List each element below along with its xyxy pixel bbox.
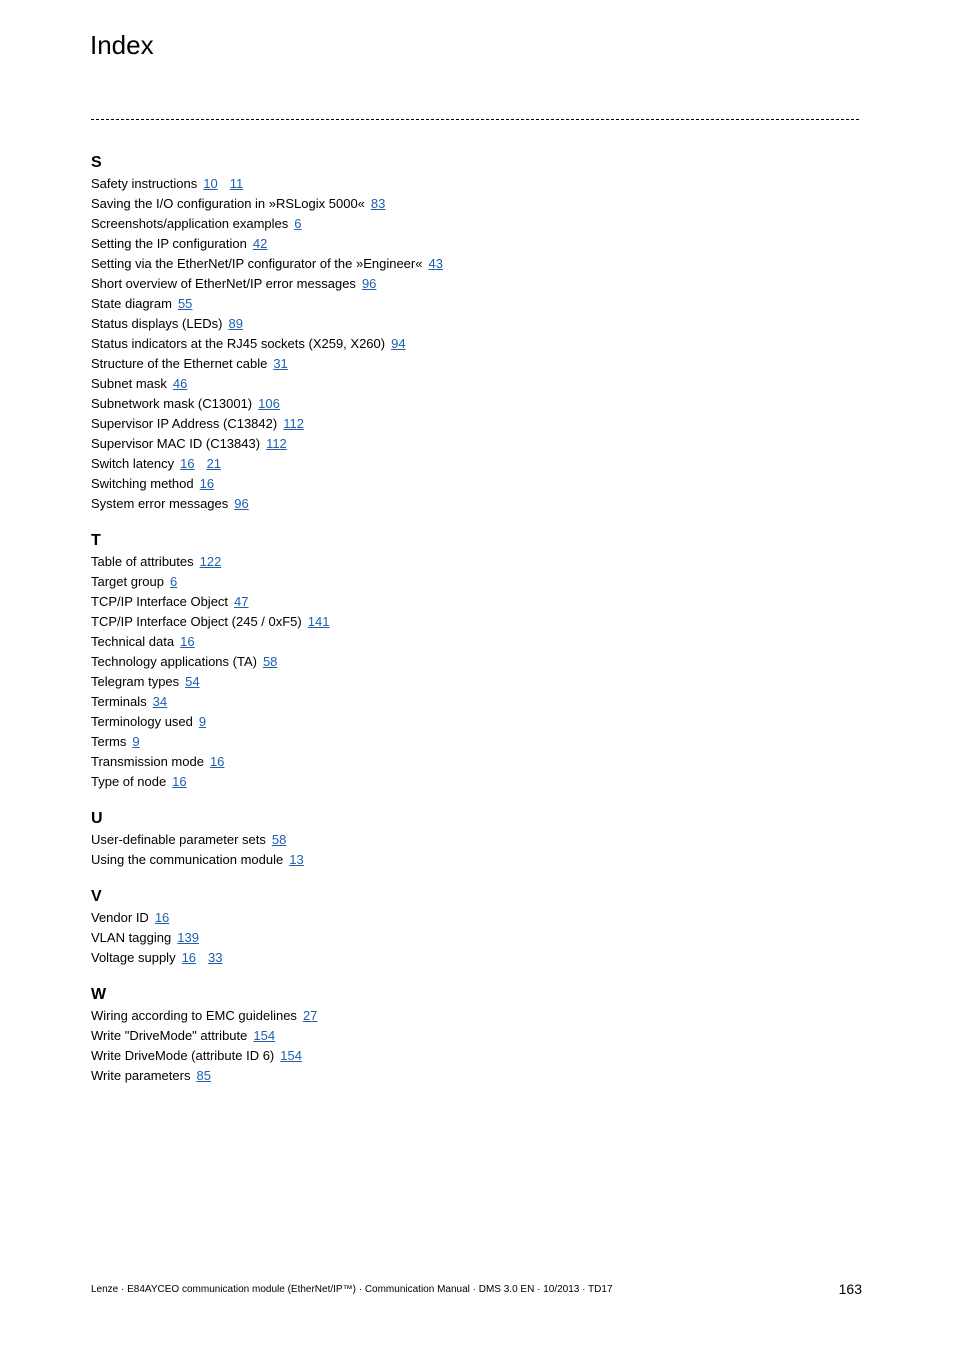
- index-entry: [91, 174, 861, 194]
- index-entry: [91, 454, 861, 474]
- page-reference-link[interactable]: 6: [294, 216, 302, 231]
- index-term: Status indicators at the RJ45 sockets (X259, X260): [91, 336, 386, 351]
- page-reference-link[interactable]: 141: [307, 614, 330, 629]
- index-term: System error messages: [91, 496, 229, 511]
- index-entry: [91, 928, 861, 948]
- index-entry: [91, 672, 861, 692]
- index-term: Subnetwork mask (C13001): [91, 396, 253, 411]
- index-term: TCP/IP Interface Object: [91, 594, 229, 609]
- index-section-w: [91, 984, 861, 1086]
- index-term: Table of attributes: [91, 554, 194, 569]
- index-term: Write DriveMode (attribute ID 6): [91, 1048, 275, 1063]
- index-term: Terminals: [91, 694, 147, 709]
- index-term: Supervisor IP Address (C13842): [91, 416, 278, 431]
- index-entry: [91, 692, 861, 712]
- index-entry: [91, 612, 861, 632]
- section-letter: T: [91, 532, 101, 549]
- index-entry: [91, 1066, 861, 1086]
- index-term: Setting the IP configuration: [91, 236, 247, 251]
- index-section-v: [91, 886, 861, 968]
- index-entry: [91, 908, 861, 928]
- index-entry: [91, 552, 861, 572]
- page-reference-link[interactable]: 16: [199, 476, 215, 491]
- page-reference-link[interactable]: 9: [198, 714, 207, 729]
- index-term: Subnet mask: [91, 376, 167, 391]
- index-term: TCP/IP Interface Object (245 / 0xF5): [91, 614, 302, 629]
- section-letter: W: [91, 986, 107, 1003]
- index-term: Terminology used: [91, 714, 193, 729]
- page-reference-link[interactable]: 89: [228, 316, 243, 331]
- index-entry: [91, 494, 861, 514]
- index-entry: [91, 572, 861, 592]
- index-entry: [91, 592, 861, 612]
- header-divider: [91, 119, 859, 120]
- page-reference-link[interactable]: 16: [209, 754, 225, 769]
- index-term: Voltage supply: [91, 950, 176, 965]
- page-reference-link[interactable]: 112: [283, 416, 304, 431]
- page-reference-link[interactable]: 58: [262, 654, 278, 669]
- index-term: Setting via the EtherNet/IP configurator of the »Engineer«: [91, 256, 423, 271]
- index-term: Safety instructions: [91, 176, 198, 191]
- section-letter: S: [91, 154, 102, 171]
- page-reference-link[interactable]: 16: [181, 950, 197, 965]
- page-reference-link[interactable]: 11: [229, 176, 244, 191]
- page-reference-link[interactable]: 13: [289, 852, 304, 867]
- index-term: Transmission mode: [91, 754, 204, 769]
- index-section-u: [91, 808, 861, 870]
- index-term: User-definable parameter sets: [91, 832, 266, 847]
- page-reference-link[interactable]: 21: [206, 456, 222, 471]
- index-term: Telegram types: [91, 674, 180, 689]
- page-reference-link[interactable]: 154: [280, 1048, 302, 1063]
- index-list: [91, 152, 861, 1102]
- index-entry: [91, 830, 861, 850]
- page-reference-link[interactable]: 94: [391, 336, 406, 351]
- index-entry: [91, 850, 861, 870]
- page-reference-link[interactable]: 34: [152, 694, 168, 709]
- index-entry: [91, 948, 861, 968]
- page-reference-link[interactable]: 47: [234, 594, 249, 609]
- index-section-t: [91, 530, 861, 792]
- page-reference-link[interactable]: 33: [208, 950, 223, 965]
- index-term: State diagram: [91, 296, 172, 311]
- page-reference-link[interactable]: 42: [252, 236, 268, 251]
- section-letter: U: [91, 810, 103, 827]
- page-reference-link[interactable]: 154: [253, 1028, 276, 1043]
- index-term: Saving the I/O configuration in »RSLogix 5000«: [91, 196, 365, 211]
- index-term: VLAN tagging: [91, 930, 172, 945]
- index-term: Technology applications (TA): [91, 654, 257, 669]
- index-term: Write parameters: [91, 1068, 191, 1083]
- index-term: Switch latency: [91, 456, 175, 471]
- index-entry: [91, 314, 861, 334]
- page-reference-link[interactable]: 112: [266, 436, 287, 451]
- page-reference-link[interactable]: 6: [170, 574, 178, 589]
- index-term: Vendor ID: [91, 910, 149, 925]
- index-entry: [91, 354, 861, 374]
- page-reference-link[interactable]: 27: [302, 1008, 318, 1023]
- page-reference-link[interactable]: 96: [234, 496, 249, 511]
- index-entry: [91, 1046, 861, 1066]
- index-entry: [91, 632, 861, 652]
- footer-text: Lenze · E84AYCEO communication module (EtherNet/IP™) · Communication Manual · DMS 3.0 EN · 10/2013 · TD17: [91, 1284, 613, 1295]
- index-term: Technical data: [91, 634, 175, 649]
- page-title: Index: [90, 30, 154, 60]
- page-reference-link[interactable]: 9: [132, 734, 140, 749]
- page-reference-link[interactable]: 122: [199, 554, 222, 569]
- page-reference-link[interactable]: 16: [154, 910, 170, 925]
- page-reference-link[interactable]: 55: [177, 296, 193, 311]
- index-entry: [91, 752, 861, 772]
- index-entry: [91, 414, 861, 434]
- page-reference-link[interactable]: 106: [258, 396, 280, 411]
- section-letter: V: [91, 888, 102, 905]
- index-entry: [91, 294, 861, 314]
- page-reference-link[interactable]: 16: [172, 774, 187, 789]
- index-entry: [91, 652, 861, 672]
- index-entry: [91, 374, 861, 394]
- page-reference-link[interactable]: 43: [428, 256, 443, 271]
- page-reference-link[interactable]: 54: [185, 674, 200, 689]
- index-term: Type of node: [91, 774, 167, 789]
- index-entry: [91, 1006, 861, 1026]
- index-entry: [91, 254, 861, 274]
- index-term: Write "DriveMode" attribute: [91, 1028, 248, 1043]
- page-reference-link[interactable]: 83: [370, 196, 386, 211]
- page-reference-link[interactable]: 139: [177, 930, 199, 945]
- index-entry: [91, 732, 861, 752]
- index-entry: [91, 214, 861, 234]
- index-entry: [91, 274, 861, 294]
- index-entry: [91, 772, 861, 792]
- index-term: Using the communication module: [91, 852, 284, 867]
- index-term: Terms: [91, 734, 127, 749]
- index-term: Supervisor MAC ID (C13843): [91, 436, 261, 451]
- index-term: Switching method: [91, 476, 194, 491]
- index-term: Short overview of EtherNet/IP error messages: [91, 276, 356, 291]
- index-entry: [91, 712, 861, 732]
- index-entry: [91, 474, 861, 494]
- index-entry: [91, 394, 861, 414]
- index-term: Screenshots/application examples: [91, 216, 289, 231]
- index-entry: [91, 334, 861, 354]
- index-section-s: [91, 152, 861, 514]
- page-reference-link[interactable]: 10: [203, 176, 218, 191]
- index-entry: [91, 1026, 861, 1046]
- page-number: 163: [838, 1281, 862, 1297]
- index-entry: [91, 234, 861, 254]
- page-reference-link[interactable]: 16: [180, 634, 195, 649]
- index-term: Status displays (LEDs): [91, 316, 223, 331]
- index-term: Wiring according to EMC guidelines: [91, 1008, 297, 1023]
- page-reference-link[interactable]: 16: [180, 456, 195, 471]
- index-entry: [91, 194, 861, 214]
- index-term: Target group: [91, 574, 164, 589]
- index-entry: [91, 434, 861, 454]
- index-term: Structure of the Ethernet cable: [91, 356, 268, 371]
- page-reference-link[interactable]: 31: [273, 356, 288, 371]
- page-reference-link[interactable]: 46: [172, 376, 188, 391]
- page-reference-link[interactable]: 58: [271, 832, 287, 847]
- page-reference-link[interactable]: 96: [361, 276, 377, 291]
- page-reference-link[interactable]: 85: [196, 1068, 211, 1083]
